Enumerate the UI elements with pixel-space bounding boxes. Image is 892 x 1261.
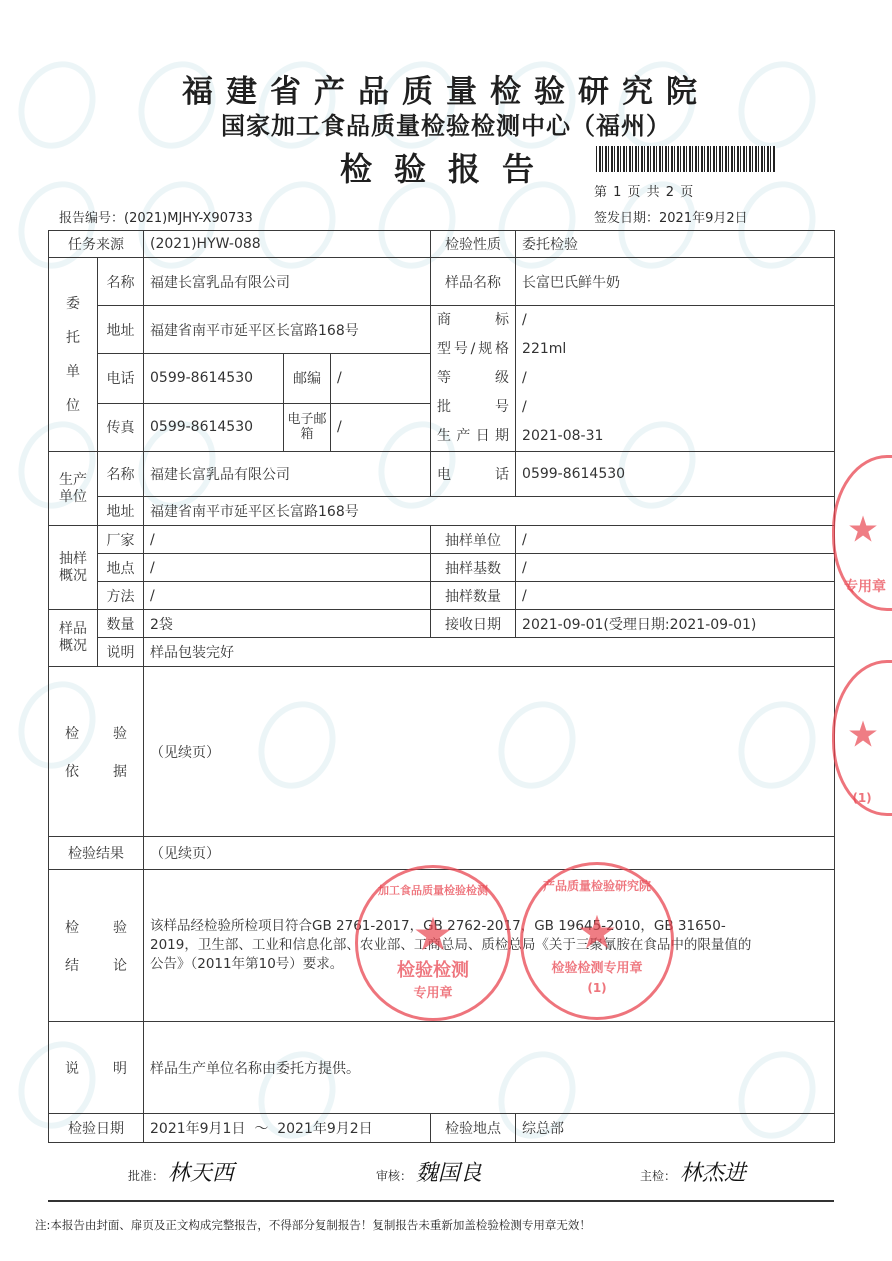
model-label: 型号/规格 [437, 341, 510, 357]
producer-name-value: 福建长富乳品有限公司 [144, 452, 431, 497]
client-name-label: 名称 [98, 258, 144, 306]
row-client-address [49, 306, 835, 354]
sampling-group-label: 抽样概况 [49, 526, 98, 610]
postcode-label: 邮编 [284, 354, 331, 403]
sampling-qty-value: / [516, 582, 835, 610]
factory-label: 厂家 [98, 526, 144, 554]
task-source-value: (2021)HYW-088 [144, 231, 431, 258]
footer-divider [48, 1200, 834, 1202]
row-producer-name [49, 452, 835, 497]
email-value: / [331, 403, 431, 451]
client-name-value: 福建长富乳品有限公司 [144, 258, 431, 306]
report-number [59, 207, 253, 226]
page-info: 第 1 页 共 2 页 [594, 185, 695, 200]
batch-label: 批号 [437, 399, 510, 415]
sample-attr-labels [431, 306, 516, 452]
row-sampling-method [49, 582, 835, 610]
row-conclusion [49, 870, 835, 1022]
row-producer-address [49, 497, 835, 526]
star-icon: ★ [846, 509, 880, 551]
producer-name-label: 名称 [98, 452, 144, 497]
sampling-unit-value: / [516, 526, 835, 554]
client-address-value: 福建省南平市延平区长富路168号 [144, 306, 431, 354]
method-value: / [144, 582, 431, 610]
test-date-value: 2021年9月1日 ～ 2021年9月2日 [144, 1114, 431, 1143]
producer-phone-value: 0599-8614530 [516, 452, 835, 497]
result-value: （见续页） [144, 837, 835, 870]
sample-status-group-label: 样品概况 [49, 610, 98, 667]
star-icon: ★ [412, 907, 454, 961]
row-sampling-place [49, 554, 835, 582]
barcode [596, 146, 776, 172]
report-table [48, 230, 835, 1143]
factory-value: / [144, 526, 431, 554]
sampling-base-label: 抽样基数 [431, 554, 516, 582]
remarks-label: 说 明 [49, 1022, 144, 1114]
result-label: 检验结果 [49, 837, 144, 870]
producer-group-label: 生产单位 [49, 452, 98, 526]
edge-stamp-2: ★ (1) [832, 660, 892, 816]
sample-name-value: 长富巴氏鲜牛奶 [516, 258, 835, 306]
inspection-type-label: 检验性质 [431, 231, 516, 258]
test-place-value: 综总部 [516, 1114, 835, 1143]
row-sample-qty [49, 610, 835, 638]
sampling-unit-label: 抽样单位 [431, 526, 516, 554]
client-group-label: 委 托 单 位 [49, 258, 98, 452]
approve-signature [128, 1156, 234, 1187]
postcode-value: / [331, 354, 431, 403]
client-address-label: 地址 [98, 306, 144, 354]
sample-desc-label: 说明 [98, 638, 144, 667]
row-task-source [49, 231, 835, 258]
conclusion-label: 检 验 结 论 [49, 870, 144, 1022]
approve-label: 批准： [128, 1169, 165, 1183]
fax-label: 传真 [98, 403, 144, 451]
issue-date [594, 207, 748, 226]
sampling-qty-label: 抽样数量 [431, 582, 516, 610]
main-sig: 林杰进 [679, 1161, 746, 1186]
row-test-date [49, 1114, 835, 1143]
prod-date-value: 2021-08-31 [522, 428, 604, 444]
remarks-value: 样品生产单位名称由委托方提供。 [144, 1022, 835, 1114]
main-label: 主检： [640, 1169, 677, 1183]
row-remarks [49, 1022, 835, 1114]
trademark-label: 商标 [437, 312, 510, 328]
task-source-label: 任务来源 [49, 231, 144, 258]
fax-value: 0599-8614530 [144, 403, 284, 451]
producer-address-value: 福建省南平市延平区长富路168号 [144, 497, 835, 526]
main-inspector-signature [640, 1156, 746, 1187]
issue-date-value: 2021年9月2日 [659, 211, 748, 226]
email-label: 电子邮箱 [284, 403, 331, 451]
inspection-stamp-2: 产品质量检验研究院 ★ 检验检测专用章 (1) [520, 862, 674, 1020]
client-phone-value: 0599-8614530 [144, 354, 284, 403]
row-result [49, 837, 835, 870]
institute-title: 福建省产品质量检验研究院 [182, 74, 710, 110]
sample-qty-label: 数量 [98, 610, 144, 638]
inspection-type-value: 委托检验 [516, 231, 835, 258]
report-number-label: 报告编号： [59, 211, 125, 226]
sample-qty-value: 2袋 [144, 610, 431, 638]
received-date-label: 接收日期 [431, 610, 516, 638]
sample-name-label: 样品名称 [431, 258, 516, 306]
test-date-label: 检验日期 [49, 1114, 144, 1143]
edge-stamp-1: ★ 专用章 [832, 455, 892, 611]
row-basis [49, 667, 835, 837]
place-value: / [144, 554, 431, 582]
producer-address-label: 地址 [98, 497, 144, 526]
model-value: 221ml [522, 341, 567, 357]
basis-value: （见续页） [144, 667, 835, 837]
received-date-value: 2021-09-01(受理日期:2021-09-01) [516, 610, 835, 638]
place-label: 地点 [98, 554, 144, 582]
row-sampling-factory [49, 526, 835, 554]
sample-attr-values [516, 306, 835, 452]
row-client-name [49, 258, 835, 306]
conclusion-value: 该样品经检验所检项目符合GB 2761-2017，GB 2762-2017，GB 19645-2010，GB 31650-2019，卫生部、工业和信息化部、农业部、工商总局、质检总局《关于三聚氰胺在食品中的限量值的公告》（2011年第10号）要求。 [144, 870, 835, 1022]
trademark-value: / [522, 312, 527, 328]
batch-value: / [522, 399, 527, 415]
row-sample-desc [49, 638, 835, 667]
sampling-base-value: / [516, 554, 835, 582]
test-place-label: 检验地点 [431, 1114, 516, 1143]
approve-sig: 林天西 [167, 1161, 234, 1186]
inspection-stamp-1: 加工食品质量检验检测 ★ 检验检测 专用章 [355, 865, 511, 1021]
producer-phone-label: 电话 [431, 452, 516, 497]
footer-note: 注:本报告由封面、扉页及正文构成完整报告，不得部分复制报告！复制报告未重新加盖检验检测专用章无效！ [35, 1218, 591, 1232]
review-sig: 魏国良 [415, 1161, 482, 1186]
document-title: 检验报告 [340, 150, 557, 188]
sample-desc-value: 样品包装完好 [144, 638, 835, 667]
basis-label: 检 验 依 据 [49, 667, 144, 837]
prod-date-label: 生产日期 [437, 428, 510, 444]
grade-label: 等级 [437, 370, 510, 386]
client-phone-label: 电话 [98, 354, 144, 403]
report-number-value: (2021)MJHY-X90733 [124, 211, 253, 226]
center-title: 国家加工食品质量检验检测中心（福州） [221, 111, 671, 140]
method-label: 方法 [98, 582, 144, 610]
grade-value: / [522, 370, 527, 386]
review-label: 审核： [376, 1169, 413, 1183]
star-icon: ★ [576, 904, 618, 959]
star-icon: ★ [846, 714, 880, 756]
issue-date-label: 签发日期： [594, 211, 660, 226]
review-signature [376, 1156, 482, 1187]
